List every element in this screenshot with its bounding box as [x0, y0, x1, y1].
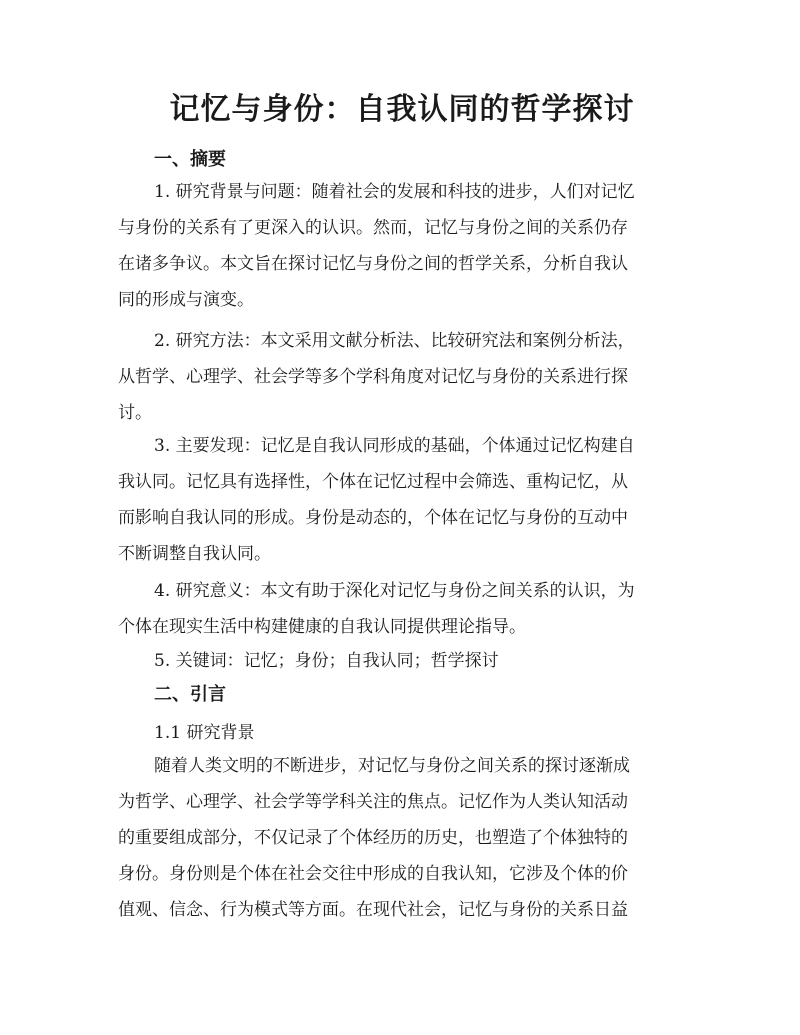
paragraph-line: 身份。身份则是个体在社会交往中形成的自我认知，它涉及个体的价 [118, 864, 628, 884]
abstract-paragraph-1 [118, 174, 686, 318]
paragraph-line: 4. 研究意义：本文有助于深化对记忆与身份之间关系的认识，为 [154, 581, 635, 601]
paragraph-line: 为哲学、心理学、社会学等学科关注的焦点。记忆作为人类认知活动 [118, 792, 628, 812]
paragraph-line: 值观、信念、行为模式等方面。在现代社会，记忆与身份的关系日益 [118, 900, 628, 920]
paragraph-line: 从哲学、心理学、社会学等多个学科角度对记忆与身份的关系进行探 [118, 367, 628, 387]
section-heading-abstract: 一、摘要 [154, 149, 226, 170]
paragraph-line: 我认同。记忆具有选择性，个体在记忆过程中会筛选、重构记忆，从 [118, 472, 628, 492]
intro-paragraph-1 [118, 748, 686, 928]
abstract-paragraph-2 [118, 323, 686, 431]
subsection-heading-background: 1.1 研究背景 [154, 723, 255, 743]
paragraph-line: 在诸多争议。本文旨在探讨记忆与身份之间的哲学关系，分析自我认 [118, 254, 628, 274]
paragraph-line: 的重要组成部分，不仅记录了个体经历的历史，也塑造了个体独特的 [118, 828, 628, 848]
section-heading-intro: 二、引言 [154, 684, 226, 705]
document-title: 记忆与身份：自我认同的哲学探讨 [169, 92, 635, 127]
paragraph-line: 讨。 [118, 403, 152, 423]
paragraph-line: 个体在现实生活中构建健康的自我认同提供理论指导。 [118, 617, 526, 637]
paragraph-line: 3. 主要发现：记忆是自我认同形成的基础，个体通过记忆构建自 [154, 436, 635, 456]
paragraph-line: 与身份的关系有了更深入的认识。然而，记忆与身份之间的关系仍存 [118, 218, 628, 238]
abstract-keywords [118, 643, 686, 679]
paragraph-line: 不断调整自我认同。 [118, 544, 271, 564]
abstract-paragraph-4 [118, 573, 686, 645]
paragraph-line: 随着人类文明的不断进步，对记忆与身份之间关系的探讨逐渐成 [154, 756, 630, 776]
paragraph-line: 2. 研究方法：本文采用文献分析法、比较研究法和案例分析法， [154, 331, 635, 351]
paragraph-line: 而影响自我认同的形成。身份是动态的，个体在记忆与身份的互动中 [118, 508, 628, 528]
abstract-paragraph-3 [118, 428, 686, 572]
paragraph-line: 同的形成与演变。 [118, 290, 254, 310]
paragraph-line: 5. 关键词：记忆；身份；自我认同；哲学探讨 [154, 651, 499, 671]
paragraph-line: 1. 研究背景与问题：随着社会的发展和科技的进步，人们对记忆 [154, 182, 635, 202]
